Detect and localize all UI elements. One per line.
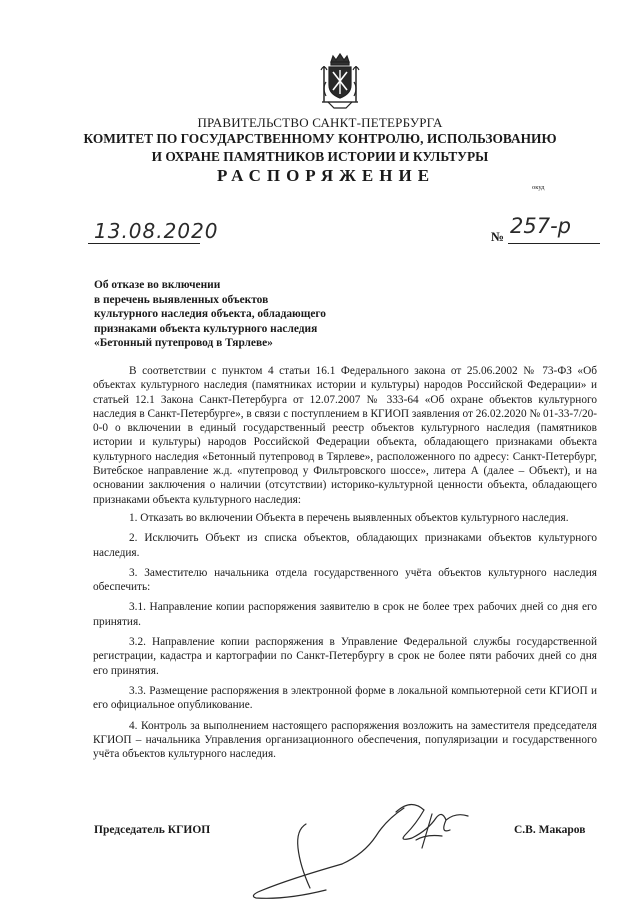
number-underline (508, 243, 600, 244)
handwritten-signature-icon (246, 790, 476, 902)
body-paragraph-3-3: 3.3. Размещение распоряжения в электронной форме в локальной компьютерной сети КГИОП и его официальное опубликование. (93, 684, 597, 712)
subject-line: признаками объекта культурного наследия (94, 322, 318, 335)
body-paragraph-4: 4. Контроль за выполнением настоящего распоряжения возложить на заместителя председателя КГИОП – начальника Управления организационного обеспечения, популяризации и государственного учёта объектов культурного наследия. (93, 719, 597, 761)
body-paragraph-1: 1. Отказать во включении Объекта в перечень выявленных объектов культурного наследия. (129, 511, 569, 524)
government-title: ПРАВИТЕЛЬСТВО САНКТ-ПЕТЕРБУРГА (197, 115, 443, 130)
body-paragraph-preamble: В соответствии с пунктом 4 статьи 16.1 Федерального закона от 25.06.2002 № 73-ФЗ «Об объектах культурного наследия (памятниках истории и культуры) народов Российской Федерации» и статьей 12.1 Закона Санкт-Петербурга от 12.07.2007 № 333-64 «Об охране объектов культурного наследия в Санкт-Петербурге», в связи с поступлением в КГИОП заявления от 26.02.2020 № 01-33-7/20-0-0 о включении в единый государственный реестр объектов культурного наследия (памятников истории и культуры) народов Российской Федерации объекта, обладающего признаками объекта культурного наследия «Бетонный путепровод в Тярлеве», расположенного по адресу: Санкт-Петербург, Витебское направление ж.д. «путепровод у Фильтровского шоссе», литера А (далее – Объект), и на основании заключения о наличии (отсутствии) историко-культурной ценности объекта, обладающего признаками объекта культурного наследия: (93, 365, 597, 506)
body-paragraph-3-1: 3.1. Направление копии распоряжения заявителю в срок не более трех рабочих дней со дня его принятия. (93, 601, 597, 628)
okud-label: окуд (532, 184, 545, 191)
document-subject (94, 278, 394, 351)
signatory-position: Председатель КГИОП (94, 824, 211, 836)
committee-title-line-1: КОМИТЕТ ПО ГОСУДАРСТВЕННОМУ КОНТРОЛЮ, ИСПОЛЬЗОВАНИЮ (83, 131, 557, 146)
body-paragraph-3: 3. Заместителю начальника отдела государственного учёта объектов культурного наследия обеспечить: (93, 566, 597, 594)
document-body (93, 364, 597, 767)
body-paragraph-3-2: 3.2. Направление копии распоряжения в Управление Федеральной службы государственной регистрации, кадастра и картографии по Санкт-Петербургу в срок не более пяти рабочих дней со дня его принятия. (93, 636, 597, 677)
subject-line: культурного наследия объекта, обладающего (94, 308, 327, 321)
number-label: № (491, 229, 505, 244)
body-paragraph-2: 2. Исключить Объект из списка объектов, обладающих признаками объектов культурного наследия. (93, 532, 597, 559)
signatory-name: С.В. Макаров (514, 824, 586, 836)
document-number: 257-р (510, 214, 571, 238)
date-underline (88, 243, 200, 244)
document-date: 13.08.2020 (94, 219, 219, 243)
committee-title-line-2: И ОХРАНЕ ПАМЯТНИКОВ ИСТОРИИ И КУЛЬТУРЫ (151, 149, 489, 164)
saint-petersburg-coat-of-arms-icon (318, 52, 362, 110)
subject-line: «Бетонный путепровод в Тярлеве» (94, 337, 273, 350)
subject-line: Об отказе во включении (94, 279, 221, 291)
document-type: РАСПОРЯЖЕНИЕ (216, 166, 436, 185)
subject-line: в перечень выявленных объектов (94, 293, 269, 306)
